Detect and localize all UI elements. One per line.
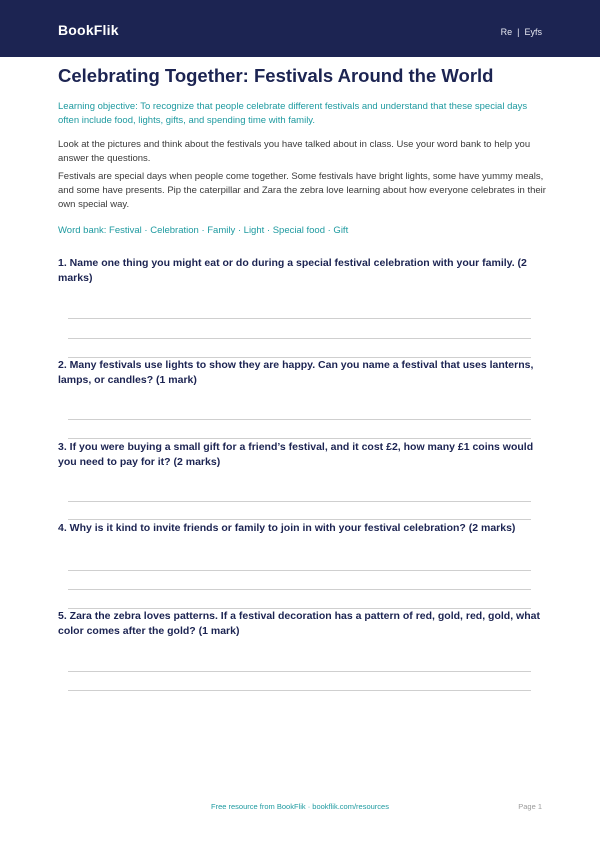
question-2: 2. Many festivals use lights to show they are happy. Can you name a festival that uses lanterns, lamps, or candles? (1 mark) [58,359,534,386]
header-meta [501,27,542,37]
meta-separator: | [517,27,520,37]
question-1: 1. Name one thing you might eat or do during a special festival celebration with your family. (2 marks) [58,257,527,284]
answer-line[interactable] [68,589,531,590]
level-label: Eyfs [524,27,542,37]
word-bank: Word bank: Festival · Celebration · Family · Light · Special food · Gift [58,225,349,236]
question-5: 5. Zara the zebra loves patterns. If a festival decoration has a pattern of red, gold, red, gold, what color comes after the gold? (1 mark) [58,610,540,637]
answer-line[interactable] [68,690,531,691]
instructions-paragraph: Look at the pictures and think about the festivals you have talked about in class. Use your word bank to help you answer the questions. [58,139,531,164]
intro-paragraph: Festivals are special days when people come together. Some festivals have bright lights, some have yummy meals, and some have presents. Pip the caterpillar and Zara the zebra love learning about how everyone celebrates in their own special way. [58,171,546,210]
answer-line[interactable] [68,318,531,319]
answer-line[interactable] [68,671,531,672]
answer-line[interactable] [68,519,531,520]
answer-line[interactable] [68,338,531,339]
brand-logo: BookFlik [58,22,119,38]
answer-line[interactable] [68,501,531,502]
subject-label: Re [500,27,513,37]
page-number: Page 1 [518,802,542,811]
question-3: 3. If you were buying a small gift for a friend’s festival, and it cost £2, how many £1 coins would you need to pay for it? (2 marks) [58,441,534,468]
learning-objective: Learning objective: To recognize that people celebrate different festivals and understand that these special days often include food, lights, gifts, and spending time with family. [58,101,528,126]
header-bar [0,0,600,57]
answer-line[interactable] [68,570,531,571]
footer-text: Free resource from BookFlik · bookflik.com/resources [211,802,389,811]
answer-line[interactable] [68,438,531,439]
question-4: 4. Why is it kind to invite friends or family to join in with your festival celebration? (2 marks) [58,522,516,534]
page-title: Celebrating Together: Festivals Around the World [58,65,494,86]
answer-line[interactable] [68,419,531,420]
